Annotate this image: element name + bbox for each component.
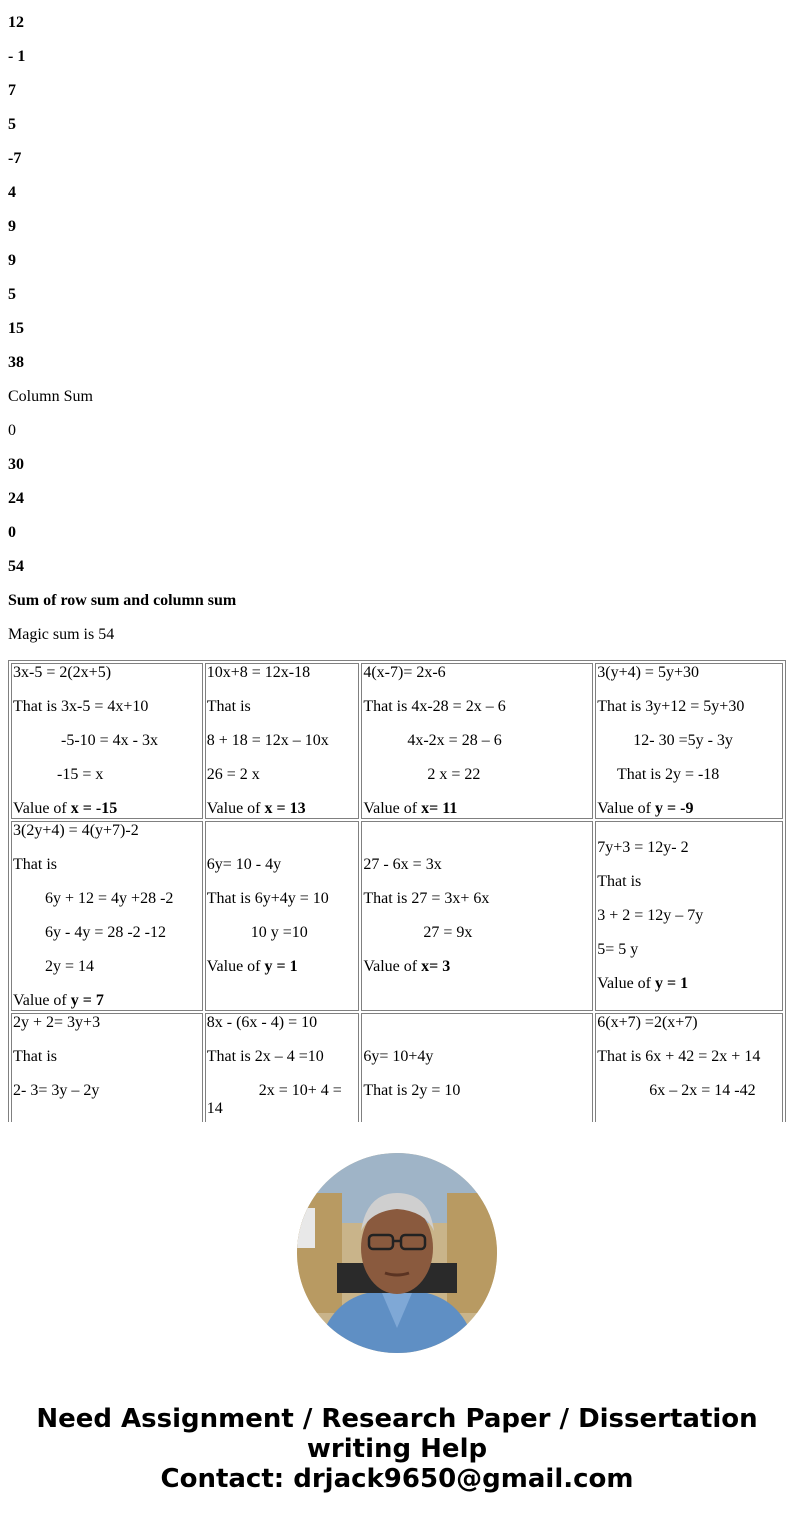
table-cell bbox=[595, 821, 783, 1011]
cell-line: That is 2x – 4 =10 bbox=[206, 1048, 324, 1065]
text-line: 12 bbox=[8, 14, 24, 31]
cell-line: 2 x = 22 bbox=[363, 766, 481, 783]
cell-line: That is 6x + 42 = 2x + 14 bbox=[597, 1048, 761, 1065]
text-line: 0 bbox=[8, 422, 16, 439]
value-label: Value of bbox=[206, 800, 265, 817]
value-label: Value of bbox=[597, 800, 656, 817]
value-label: Value of bbox=[13, 800, 71, 817]
table-cell bbox=[361, 663, 593, 819]
text-line: Column Sum bbox=[8, 388, 93, 405]
cell-line: 3 + 2 = 12y – 7y bbox=[597, 907, 704, 924]
cell-line: 6x – 2x = 14 -42 bbox=[597, 1082, 756, 1099]
text-line: 38 bbox=[8, 354, 24, 371]
magic-square-solution-table bbox=[8, 660, 786, 1122]
cell-line bbox=[597, 800, 781, 818]
cell-line: -5-10 = 4x - 3x bbox=[13, 732, 159, 749]
text-line: -7 bbox=[8, 150, 22, 167]
text-line: 9 bbox=[8, 252, 16, 269]
cell-line: That is bbox=[13, 856, 57, 873]
text-line: 24 bbox=[8, 490, 24, 507]
avatar bbox=[297, 1153, 497, 1353]
cell-line: 8 + 18 = 12x – 10x bbox=[206, 732, 329, 749]
table-row bbox=[11, 821, 783, 1011]
table-cell bbox=[595, 1013, 783, 1122]
cell-line bbox=[207, 958, 358, 976]
cell-line: 4(x-7)= 2x-6 bbox=[363, 664, 446, 681]
text-line: 5 bbox=[8, 286, 16, 303]
table-cell bbox=[361, 1013, 593, 1122]
text-line: 4 bbox=[8, 184, 16, 201]
promo-text bbox=[0, 1404, 794, 1494]
cell-line: 3(y+4) = 5y+30 bbox=[597, 664, 699, 681]
table-cell bbox=[205, 663, 360, 819]
cell-line bbox=[13, 992, 201, 1010]
avatar-photo bbox=[297, 1153, 497, 1353]
cell-line: 6y= 10 - 4y bbox=[206, 856, 282, 873]
cell-line: 6y + 12 = 4y +28 -2 bbox=[13, 890, 174, 907]
cell-line bbox=[363, 958, 591, 976]
table-row bbox=[11, 1013, 783, 1122]
cell-line: That is bbox=[13, 1048, 57, 1065]
cell-line: 12- 30 =5y - 3y bbox=[597, 732, 733, 749]
promo-line-1: Need Assignment / Research Paper / Dissertation bbox=[36, 1404, 758, 1434]
cell-line bbox=[597, 975, 781, 993]
cell-line: 27 = 9x bbox=[363, 924, 473, 941]
cell-line: That is 2y = 10 bbox=[363, 1082, 461, 1099]
table-cell bbox=[205, 821, 360, 1011]
cell-line bbox=[13, 800, 201, 818]
text-line: 0 bbox=[8, 524, 16, 541]
promo-line-3: Contact: drjack9650@gmail.com bbox=[160, 1464, 634, 1494]
cell-line: -15 = x bbox=[13, 766, 104, 783]
table-cell bbox=[11, 663, 203, 819]
text-line: Magic sum is 54 bbox=[8, 626, 115, 643]
cell-line: 6y - 4y = 28 -2 -12 bbox=[13, 924, 167, 941]
cell-line: 6(x+7) =2(x+7) bbox=[597, 1014, 698, 1031]
cell-line: 5= 5 y bbox=[597, 941, 639, 958]
cell-line: That is 3x-5 = 4x+10 bbox=[13, 698, 149, 715]
cell-line: 26 = 2 x bbox=[206, 766, 260, 783]
cell-line bbox=[363, 800, 591, 818]
text-line: 5 bbox=[8, 116, 16, 133]
cell-line bbox=[207, 800, 358, 818]
cell-line: 2x = 10+ 4 = 14 bbox=[206, 1082, 346, 1117]
cell-line: That is 2y = -18 bbox=[597, 766, 720, 783]
value-label: Value of bbox=[13, 992, 71, 1009]
table-cell bbox=[11, 821, 203, 1011]
value-result: x = -15 bbox=[70, 800, 118, 817]
value-result: x= 11 bbox=[421, 800, 458, 817]
value-result: y = 7 bbox=[70, 992, 104, 1009]
cell-line: 3(2y+4) = 4(y+7)-2 bbox=[13, 822, 139, 839]
cell-line: 27 - 6x = 3x bbox=[363, 856, 442, 873]
cell-line: 8x - (6x - 4) = 10 bbox=[206, 1014, 318, 1031]
text-line: 30 bbox=[8, 456, 24, 473]
text-line: 54 bbox=[8, 558, 24, 575]
cell-line: That is 3y+12 = 5y+30 bbox=[597, 698, 745, 715]
value-result: x = 13 bbox=[264, 800, 306, 817]
cell-line: 7y+3 = 12y- 2 bbox=[597, 839, 689, 856]
text-line: 7 bbox=[8, 82, 16, 99]
table-cell bbox=[361, 821, 593, 1011]
value-result: y = -9 bbox=[655, 800, 694, 817]
value-label: Value of bbox=[597, 975, 656, 992]
cell-line: 6y= 10+4y bbox=[363, 1048, 434, 1065]
value-result: y = 1 bbox=[655, 975, 689, 992]
cell-line: 2- 3= 3y – 2y bbox=[13, 1082, 100, 1099]
value-result: x= 3 bbox=[421, 958, 451, 975]
cell-line: That is 27 = 3x+ 6x bbox=[363, 890, 490, 907]
table-cell bbox=[205, 1013, 360, 1122]
text-line: Sum of row sum and column sum bbox=[8, 592, 237, 609]
cell-line: 3x-5 = 2(2x+5) bbox=[13, 664, 112, 681]
cell-line: That is bbox=[206, 698, 251, 715]
cell-line: 2y + 2= 3y+3 bbox=[13, 1014, 101, 1031]
text-line: 15 bbox=[8, 320, 24, 337]
table-cell bbox=[11, 1013, 203, 1122]
value-label: Value of bbox=[206, 958, 265, 975]
text-line: - 1 bbox=[8, 48, 26, 65]
table-cell bbox=[595, 663, 783, 819]
cell-line: 10 y =10 bbox=[206, 924, 308, 941]
cell-line: That is 4x-28 = 2x – 6 bbox=[363, 698, 506, 715]
table-row bbox=[11, 663, 783, 819]
cell-line: That is 6y+4y = 10 bbox=[206, 890, 329, 907]
value-label: Value of bbox=[363, 800, 422, 817]
value-result: y = 1 bbox=[264, 958, 298, 975]
cell-line: 2y = 14 bbox=[13, 958, 95, 975]
cell-line: That is bbox=[597, 873, 642, 890]
value-label: Value of bbox=[363, 958, 422, 975]
cell-line: 4x-2x = 28 – 6 bbox=[363, 732, 502, 749]
cell-line: 10x+8 = 12x-18 bbox=[206, 664, 311, 681]
promo-line-2: writing Help bbox=[306, 1434, 488, 1464]
text-line: 9 bbox=[8, 218, 16, 235]
promo-banner bbox=[0, 1122, 794, 1523]
